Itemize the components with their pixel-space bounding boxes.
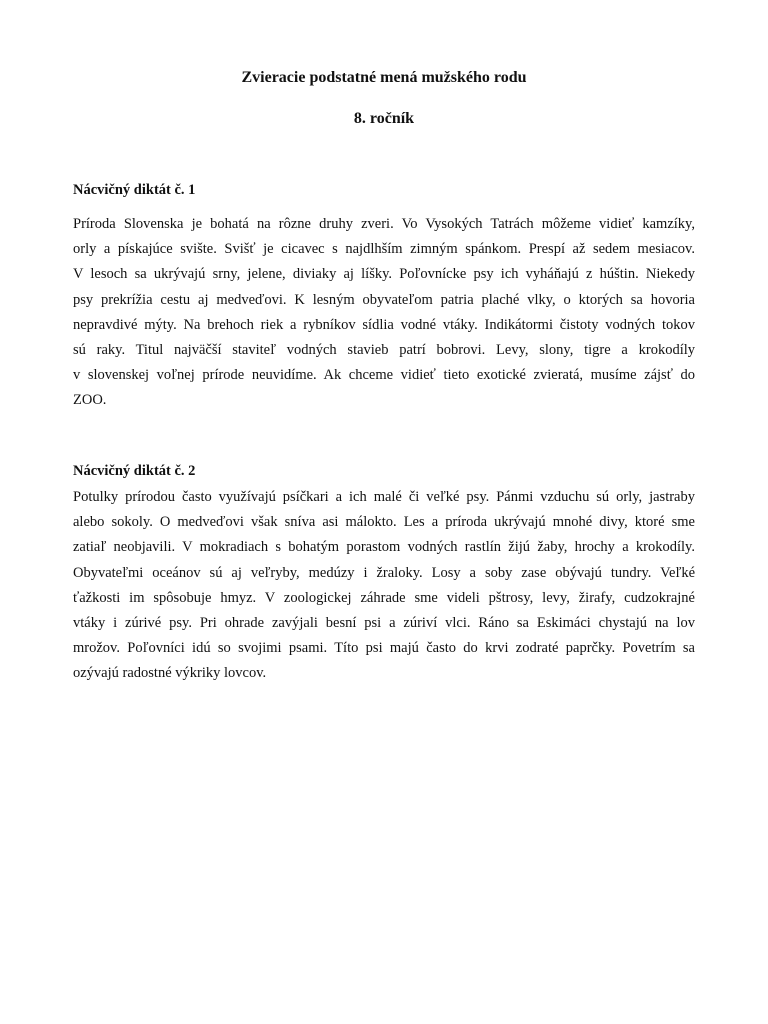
text-line: ZOO.: [73, 392, 107, 409]
text-line: vtáky i zúrivé psy. Pri ohrade zavýjali besní psi a zúriví vlci. Ráno sa Eskimáci chystajú na lov: [73, 614, 695, 631]
text-line: nepravdivé mýty. Na brehoch riek a rybníkov sídlia vodné vtáky. Indikátormi čistoty vodných tokov: [73, 316, 695, 333]
section-heading-dictation-1: Nácvičný diktát č. 1: [73, 182, 196, 198]
document-title: Zvieracie podstatné mená mužského rodu: [241, 69, 527, 86]
text-line: V lesoch sa ukrývajú srny, jelene, diviaky aj líšky. Poľovnícke psy ich vyháňajú z húštin. Niekedy: [73, 266, 695, 283]
text-line: orly a pískajúce svište. Svišť je cicavec s najdlhším zimným spánkom. Prespí až sedem mesiacov.: [73, 241, 695, 258]
text-line: Príroda Slovenska je bohatá na rôzne druhy zveri. Vo Vysokých Tatrách môžeme vidieť kamzíky,: [73, 216, 695, 232]
section-heading-dictation-2: Nácvičný diktát č. 2: [73, 463, 196, 479]
text-line: psy prekrížia cestu aj medveďovi. K lesným obyvateľom patria plaché vlky, o ktorých sa hovoria: [73, 291, 695, 308]
document-subtitle: 8. ročník: [353, 110, 415, 127]
text-line: v slovenskej voľnej prírode neuvidíme. Ak chceme vidieť tieto exotické zvieratá, musíme zájsť do: [73, 367, 695, 384]
text-line: zatiaľ neobjavili. V mokradiach s bohatým porastom vodných rastlín žijú žaby, hrochy a krokodíly.: [73, 539, 695, 556]
text-line: alebo sokoly. O medveďovi však sníva asi málokto. Les a príroda ukrývajú mnohé divy, ktoré sme: [73, 514, 695, 531]
text-line: ťažkosti im spôsobuje hmyz. V zoologickej záhrade sme videli pštrosy, levy, žirafy, cudzokrajné: [73, 589, 695, 606]
paragraph-dictation-2: [73, 485, 695, 687]
text-line: sú raky. Titul najväčší staviteľ vodných stavieb patrí bobrovi. Levy, slony, tigre a krokodíly: [73, 341, 695, 358]
text-line: Obyvateľmi oceánov sú aj veľryby, medúzy i žraloky. Losy a soby zase obývajú tundry. Veľké: [73, 564, 695, 581]
text-line: ozývajú radostné výkriky lovcov.: [73, 665, 267, 682]
text-line: mrožov. Poľovníci idú so svojimi psami. Títo psi majú často do krvi zodraté paprčky. Povetrím sa: [73, 640, 695, 657]
paragraph-dictation-1: [73, 212, 695, 414]
text-line: Potulky prírodou často využívajú psíčkari a ich malé či veľké psy. Pánmi vzduchu sú orly, jastraby: [73, 489, 695, 505]
